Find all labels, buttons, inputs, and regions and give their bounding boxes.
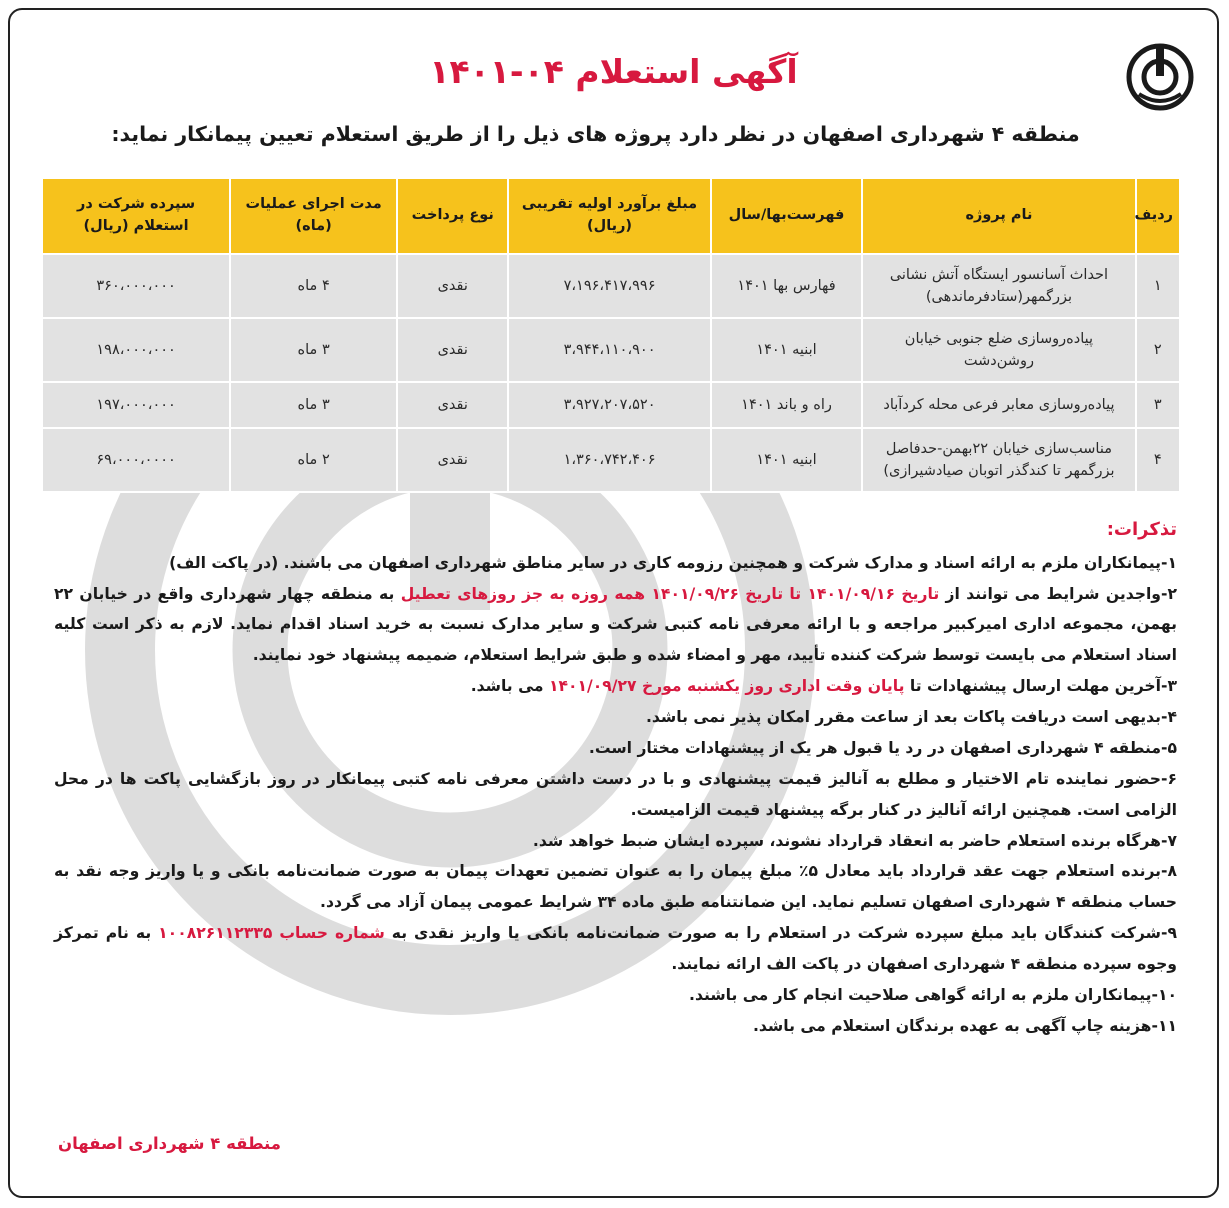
- cell-project: مناسب‌سازی خیابان ۲۲بهمن-حدفاصل بزرگمهر تا کندگذر اتوبان صیادشیرازی): [862, 428, 1135, 492]
- table-row: [42, 428, 1180, 492]
- notice-subtitle: منطقه ۴ شهرداری اصفهان در نظر دارد پروژه های ذیل را از طریق استعلام تعیین پیمانکار نماید:: [111, 122, 1080, 146]
- cell-project: پیاده‌روسازی ضلع جنوبی خیابان روشن‌دشت: [862, 318, 1135, 382]
- note-9-text: ۹-شرکت کنندگان باید مبلغ سپرده شرکت در استعلام را به صورت ضمانت‌نامه بانکی یا واریز نقدی به: [384, 924, 1177, 943]
- header-duration: مدت اجرای عملیات (ماه): [230, 178, 397, 254]
- cell-payment: نقدی: [397, 382, 508, 428]
- cell-row-number: ۴: [1136, 428, 1181, 492]
- header-row-number: ردیف: [1136, 178, 1181, 254]
- cell-estimate: ۳،۹۴۴،۱۱۰،۹۰۰: [508, 318, 710, 382]
- note-3: [54, 671, 1177, 702]
- note-3-deadline: پایان وقت اداری روز یکشنبه مورخ ۱۴۰۱/۰۹/۲۷: [548, 677, 905, 696]
- header-payment: نوع پرداخت: [397, 178, 508, 254]
- note-10: ۱۰-پیمانکاران ملزم به ارائه گواهی صلاحیت انجام کار می باشند.: [689, 985, 1177, 1004]
- header-deposit: سپرده شرکت در استعلام (ریال): [42, 178, 230, 254]
- cell-deposit: ۱۹۸،۰۰۰،۰۰۰: [42, 318, 230, 382]
- cell-deposit: ۳۶۰،۰۰۰،۰۰۰: [42, 254, 230, 318]
- cell-estimate: ۱،۳۶۰،۷۴۲،۴۰۶: [508, 428, 710, 492]
- note-3-text: ۳-آخرین مهلت ارسال پیشنهادات تا: [904, 677, 1177, 696]
- cell-duration: ۴ ماه: [230, 254, 397, 318]
- note-9-rest: به نام تمرکز وجوه سپرده منطقه ۴ شهرداری اصفهان در پاکت الف ارائه نمایند.: [54, 924, 1177, 973]
- notice-frame: [8, 8, 1219, 1198]
- note-2: [54, 579, 1177, 672]
- header-price-list: فهرست‌بها/سال: [711, 178, 863, 254]
- cell-estimate: ۷،۱۹۶،۴۱۷،۹۹۶: [508, 254, 710, 318]
- table-row: [42, 318, 1180, 382]
- note-2-text: ۲-واجدین شرایط می توانند از: [939, 584, 1178, 603]
- cell-price-list: ابنیه ۱۴۰۱: [711, 318, 863, 382]
- signature: منطقه ۴ شهرداری اصفهان: [58, 1134, 281, 1153]
- cell-deposit: ۱۹۷،۰۰۰،۰۰۰: [42, 382, 230, 428]
- projects-table: [41, 177, 1181, 493]
- cell-price-list: فهارس بها ۱۴۰۱: [711, 254, 863, 318]
- note-8: ۸-برنده استعلام جهت عقد قرارداد باید معادل ۵٪ مبلغ پیمان را به عنوان تضمین تعهدات پیمان به صورت ضمانت‌نامه بانکی و یا واریز وجه نقد به حساب منطقه ۴ شهرداری اصفهان تسلیم نماید. این ضمانتنامه طبق ماده ۳۴ شرایط عمومی پیمان آزاد می گردد.: [54, 862, 1178, 912]
- note-4: ۴-بدیهی است دریافت پاکات بعد از ساعت مقرر امکان پذیر نمی باشد.: [645, 708, 1177, 726]
- notes-section: [54, 512, 1177, 1042]
- note-7: ۷-هرگاه برنده استعلام حاضر به انعقاد قرارداد نشوند، سپرده ایشان ضبط خواهد شد.: [532, 831, 1177, 850]
- note-1: ۱-پیمانکاران ملزم به ارائه اسناد و مدارک شرکت و همچنین رزومه کاری در سایر مناطق شهرداری اصفهان می باشند. (در پاکت الف): [169, 553, 1177, 572]
- header-estimate: مبلغ برآورد اولیه تقریبی (ریال): [508, 178, 710, 254]
- cell-row-number: ۱: [1136, 254, 1181, 318]
- table-row: [42, 382, 1180, 428]
- notice-title: آگهی استعلام ۰۴-۱۴۰۱: [429, 52, 798, 91]
- cell-row-number: ۲: [1136, 318, 1181, 382]
- header-project: نام پروژه: [862, 178, 1135, 254]
- note-5: ۵-منطقه ۴ شهرداری اصفهان در رد یا قبول هر یک از پیشنهادات مختار است.: [588, 738, 1177, 757]
- cell-project: احداث آسانسور ایستگاه آتش نشانی بزرگمهر(ستادفرماندهی): [862, 254, 1135, 318]
- note-11: ۱۱-هزینه چاپ آگهی به عهده برندگان استعلام می باشد.: [752, 1016, 1177, 1035]
- notes-heading: تذکرات:: [1106, 519, 1177, 540]
- cell-deposit: ۶۹،۰۰۰،۰۰۰۰: [42, 428, 230, 492]
- note-3-rest: می باشد.: [470, 677, 549, 696]
- table-row: [42, 254, 1180, 318]
- cell-payment: نقدی: [397, 254, 508, 318]
- cell-project: پیاده‌روسازی معابر فرعی محله کردآباد: [862, 382, 1135, 428]
- cell-duration: ۳ ماه: [230, 318, 397, 382]
- cell-price-list: ابنیه ۱۴۰۱: [711, 428, 863, 492]
- note-6: ۶-حضور نماینده تام الاختیار و مطلع به آنالیز قیمت پیشنهادی و با در دست داشتن معرفی نامه کتبی پیمانکار در روز بازگشایی پاکت ها در محل الزامی است. همچنین ارائه آنالیز در کنار برگه پیشنهاد قیمت الزامیست.: [54, 769, 1177, 819]
- cell-payment: نقدی: [397, 318, 508, 382]
- table-header-row: [42, 178, 1180, 254]
- cell-duration: ۳ ماه: [230, 382, 397, 428]
- cell-payment: نقدی: [397, 428, 508, 492]
- note-9-account: شماره حساب ۱۰۰۸۲۶۱۱۲۳۳۵: [158, 924, 385, 943]
- cell-price-list: راه و باند ۱۴۰۱: [711, 382, 863, 428]
- cell-estimate: ۳،۹۲۷،۲۰۷،۵۲۰: [508, 382, 710, 428]
- cell-duration: ۲ ماه: [230, 428, 397, 492]
- cell-row-number: ۳: [1136, 382, 1181, 428]
- note-9: [54, 918, 1177, 980]
- note-2-rest: به منطقه چهار شهرداری واقع در خیابان ۲۲ بهمن، مجموعه اداری امیرکبیر مراجعه و با ارائه معرفی نامه کتبی شرکت و سایر مدارک نسبت به خرید اسناد اقدام نماید. لازم به ذکر است کلیه اسناد استعلام می بایست توسط شرکت کننده تأیید، مهر و امضاء شده و طبق شرایط استعلام، ضمیمه پیشنهاد خود نمایند.: [54, 584, 1177, 665]
- note-2-dates: تاریخ ۱۴۰۱/۰۹/۱۶ تا تاریخ ۱۴۰۱/۰۹/۲۶ همه روزه به جز روزهای تعطیل: [400, 584, 940, 603]
